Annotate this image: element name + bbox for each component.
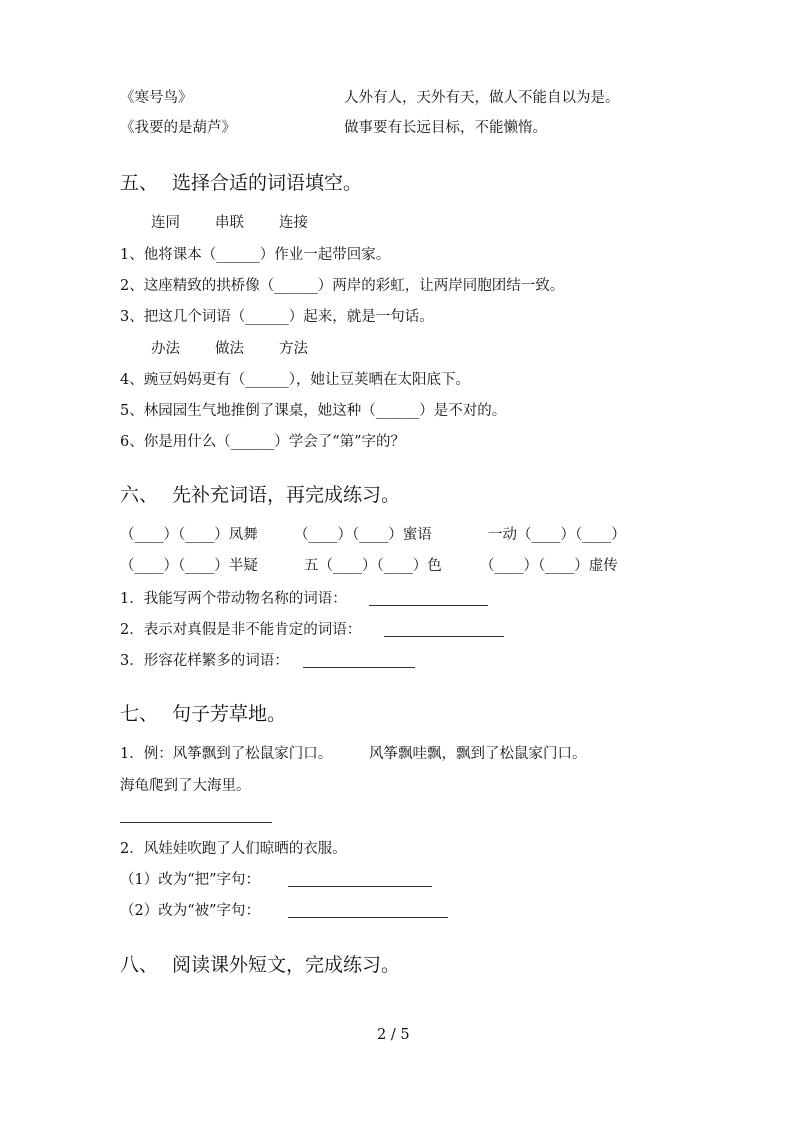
section7-number: 七、: [120, 703, 159, 725]
match-right-2: 做事要有长远目标，不能懒惰。: [344, 120, 547, 136]
s6-question-3: 3．形容花样繁多的词语：: [120, 653, 289, 669]
section8-heading: [120, 952, 400, 978]
s7-question-2: 2．风娃娃吹跑了人们晾晒的衣服。: [120, 841, 347, 857]
idiom-3: 一动（____）（____）: [488, 527, 626, 543]
s7-question-2b: （2）改为“被”字句：: [120, 903, 261, 919]
answer-line: [384, 636, 504, 637]
s6-question-2: 2．表示对真假是非不能肯定的词语：: [120, 622, 362, 638]
answer-line: [288, 917, 448, 918]
section7-heading: [120, 701, 286, 727]
word-bank-1-item: 连接: [279, 215, 308, 231]
idiom-6: （____）（____）虚传: [480, 558, 618, 574]
s7-sentence: 海龟爬到了大海里。: [120, 778, 251, 794]
s5-question-4: 4、豌豆妈妈更有（______），她让豆荚晒在太阳底下。: [120, 372, 470, 388]
section8-title: 阅读课外短文，完成练习。: [172, 954, 401, 976]
s7-question-2a: （1）改为“把”字句：: [120, 872, 261, 888]
section6-number: 六、: [120, 484, 159, 506]
word-bank-1-item: 串联: [215, 215, 244, 231]
word-bank-2-item: 做法: [215, 341, 244, 357]
idiom-4: （____）（____）半疑: [120, 558, 258, 574]
match-left-1: 《寒号鸟》: [120, 90, 193, 106]
match-left-2: 《我要的是葫芦》: [120, 120, 236, 136]
s5-question-2: 2、这座精致的拱桥像（______）两岸的彩虹，让两岸同胞团结一致。: [120, 278, 565, 294]
answer-line: [288, 886, 432, 887]
match-right-1: 人外有人，天外有天，做人不能自以为是。: [344, 90, 620, 106]
answer-line: [303, 667, 415, 668]
word-bank-2: [151, 339, 308, 359]
word-bank-2-item: 办法: [151, 341, 180, 357]
section6-heading: [120, 482, 400, 508]
answer-line: [369, 605, 488, 606]
section5-title: 选择合适的词语填空。: [172, 172, 363, 194]
s7-example-answer: 风筝飘哇飘，飘到了松鼠家门口。: [369, 746, 587, 762]
s5-question-6: 6、你是用什么（______）学会了“第”字的？: [120, 434, 406, 450]
s5-question-1: 1、他将课本（______）作业一起带回家。: [120, 247, 391, 263]
word-bank-1: [151, 213, 308, 233]
idiom-2: （____）（____）蜜语: [294, 527, 432, 543]
s5-question-3: 3、把这几个词语（______）起来，就是一句话。: [120, 309, 434, 325]
section7-title: 句子芳草地。: [172, 703, 287, 725]
s7-example: 1．例：风筝飘到了松鼠家门口。: [120, 746, 333, 762]
page-number: 2 / 5: [377, 1027, 410, 1043]
s6-question-1: 1．我能写两个带动物名称的词语：: [120, 591, 347, 607]
section5-number: 五、: [120, 172, 159, 194]
idiom-1: （____）（____）凤舞: [120, 527, 258, 543]
section8-number: 八、: [120, 954, 159, 976]
section6-title: 先补充词语，再完成练习。: [172, 484, 401, 506]
answer-line: [120, 822, 272, 823]
s5-question-5: 5、林园园生气地推倒了课桌，她这种（______）是不对的。: [120, 403, 507, 419]
word-bank-2-item: 方法: [279, 341, 308, 357]
word-bank-1-item: 连同: [151, 215, 180, 231]
section5-heading: [120, 170, 362, 196]
idiom-5: 五（____）（____）色: [304, 558, 442, 574]
